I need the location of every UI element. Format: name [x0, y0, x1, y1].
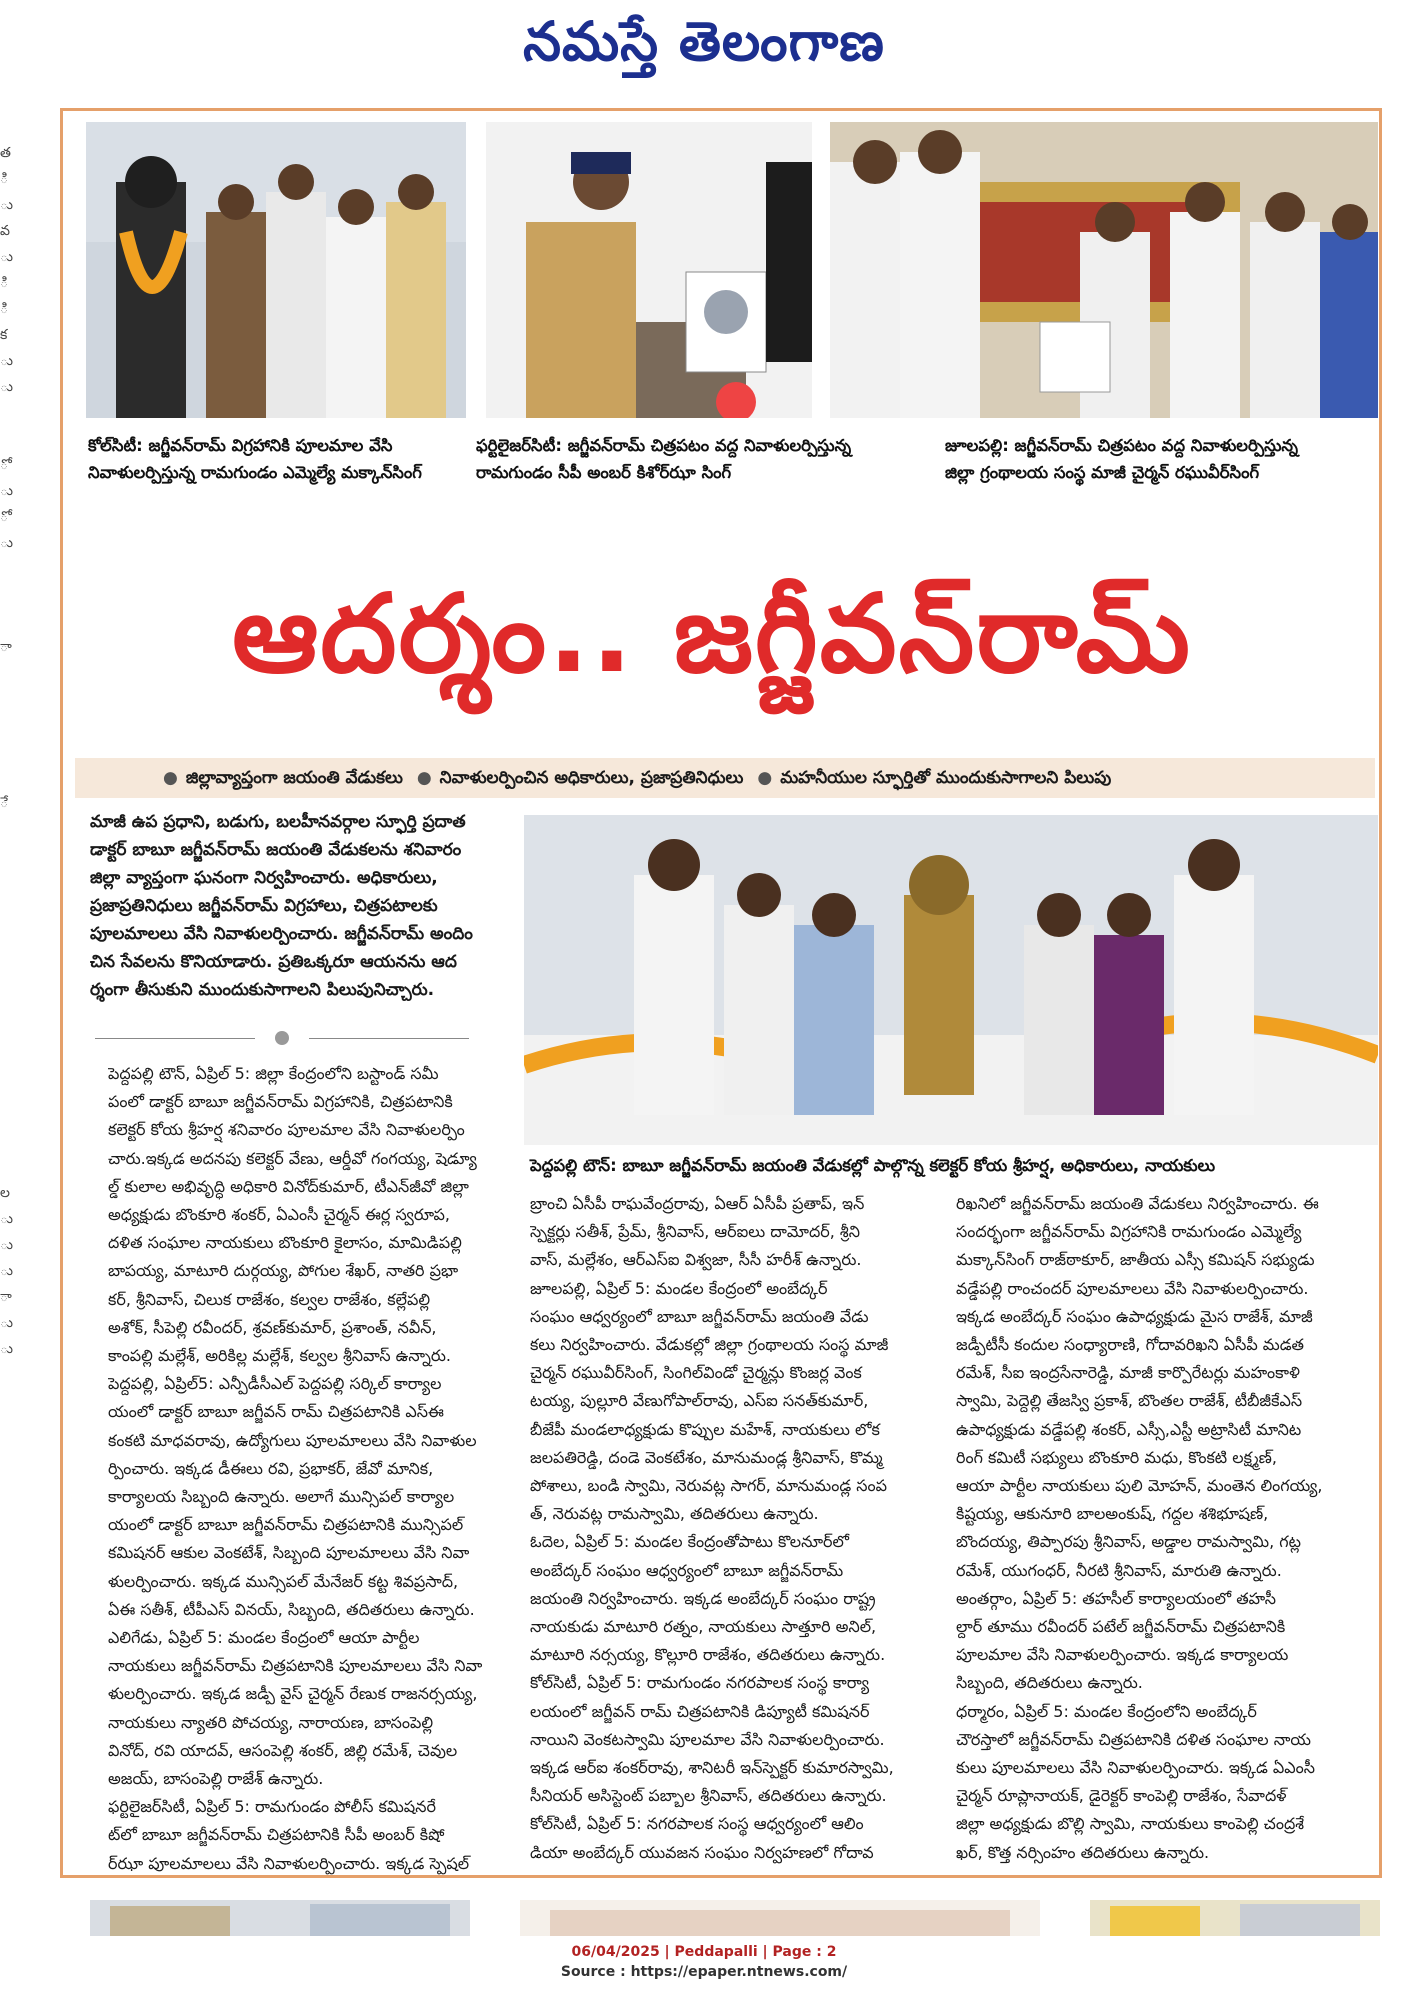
column-line: నాయిని వెంకటస్వామి పూలమాల వేసి నివాళులర్పించారు.	[530, 1729, 885, 1749]
strip-char: ు	[0, 1315, 13, 1331]
column-line: పెద్దపల్లి, ఏప్రిల్5: ఎన్పీడీసీఎల్ పెద్దపల్లి సర్కిల్ కార్యాల	[108, 1374, 442, 1394]
column-line: రమేశ్, సీఐ ఇంద్రసేనారెడ్డి, మాజీ కార్పొరేటర్లు మహంకాళి	[956, 1363, 1300, 1383]
column-line: వడ్డేపల్లి రాంచందర్ పూలమాలలు వేసి నివాళులర్పించారు.	[956, 1278, 1309, 1298]
column-line: కంకటి మాధవరావు, ఉద్యోగులు పూలమాలలు వేసి నివాళుల	[108, 1430, 477, 1450]
strip-char: ో	[0, 509, 9, 525]
caption-line: జిల్లా గ్రంథాలయ సంస్థ మాజీ చైర్మన్ రఘువీర్‌సింగ్	[945, 463, 1260, 482]
column-line: బ్రాంచి ఏసీపీ రాఘవేంద్రరావు, ఏఆర్ ఏసీపీ ప్రతాప్, ఇన్	[530, 1194, 865, 1213]
column-line: కలెక్టర్ కోయ శ్రీహర్ష శనివారం పూలమాల వేసి నివాళులర్పిం	[108, 1120, 465, 1140]
body-column-2	[530, 1190, 930, 1870]
column-line: రిఖనిలో జగ్జీవన్‌రామ్ జయంతి వేడుకలు నిర్వహించారు. ఈ	[956, 1194, 1319, 1213]
column-line: కలు నిర్వహించారు. వేడుకల్లో జిల్లా గ్రంథాలయ సంస్థ మాజీ	[530, 1335, 889, 1355]
column-line: అజయ్, బాసంపెల్లి రాజేశ్ ఉన్నారు.	[108, 1769, 324, 1789]
column-line: నాయకులు న్యాతరి పోచయ్య, నారాయణ, బాసంపెల్లి	[108, 1712, 434, 1732]
body-column-1	[108, 1060, 508, 1873]
column-line: పూలమాల వేసి నివాళులర్పించారు. ఇక్కడ కార్యాలయ	[956, 1645, 1289, 1665]
divider-line	[309, 1038, 469, 1039]
bullet-icon: ●	[416, 768, 432, 788]
strip-char	[0, 1154, 20, 1180]
caption-line: కోల్‌సిటీ: జగ్జీవన్‌రామ్ విగ్రహానికి పూలమాల వేసి	[88, 436, 393, 455]
column-line: నాయకులు జగ్జీవన్‌రామ్ చిత్రపటానికి పూలమాలలు వేసి నివా	[108, 1656, 483, 1676]
strip-char	[0, 764, 20, 790]
column-line: చైర్మన్ రూప్లానాయక్, డైరెక్టర్ కాంపెల్లి రాజేశం, సేవాదళ్	[956, 1786, 1287, 1806]
strip-char: ి	[0, 301, 9, 317]
subhead-item: జిల్లావ్యాప్తంగా జయంతి వేడుకలు	[185, 768, 403, 788]
strip-char	[0, 816, 20, 842]
caption-photo2	[476, 432, 852, 486]
divider-line	[95, 1038, 255, 1039]
adjacent-content-strip-right	[1090, 1900, 1380, 1936]
column-line: కులు పూలమాలలు వేసి నివాళులర్పించారు. ఇక్కడ ఏఎంసీ	[956, 1758, 1316, 1778]
strip-char: ు	[0, 197, 13, 213]
column-line: మాటూరి నర్సయ్య, కొల్లూరి రాజేశం, తదితరులు ఉన్నారు.	[530, 1645, 886, 1665]
caption-line: రామగుండం సీపీ అంబర్ కిశోర్‌ఝా సింగ్	[476, 463, 732, 482]
strip-char	[0, 686, 20, 712]
column-line: దళిత సంఘాల నాయకులు బొంకూరి కైలాసం, మామిడిపల్లి	[108, 1233, 462, 1253]
strip-char: ా	[0, 639, 12, 655]
column-line: ఇక్కడ ఆర్‌ఐ శంకర్‌రావు, శానిటరీ ఇన్‌స్పెక్టర్ కుమారస్వామి,	[530, 1758, 894, 1778]
strip-char: త	[0, 145, 11, 161]
column-line: ఆయా పార్టీల నాయకులు పులి మోహన్, మంతెన లింగయ్య,	[956, 1476, 1323, 1496]
strip-char	[0, 660, 20, 686]
column-line: చౌరస్తాలో జగ్జీవన్‌రామ్ చిత్రపటానికి దళిత సంఘాల నాయ	[956, 1729, 1311, 1749]
section-divider	[95, 1028, 475, 1048]
strip-char	[0, 998, 20, 1024]
intro-line: డాక్టర్ బాబూ జగ్జీవన్‌రామ్ జయంతి వేడుకలను శనివారం	[90, 840, 462, 860]
column-line: ఎలిగేడు, ఏప్రిల్ 5: మండల కేంద్రంలో ఆయా పార్టీల	[108, 1628, 420, 1648]
caption-photo1	[88, 432, 468, 486]
intro-line: ప్రజాప్రతినిధులు జగ్జీవన్‌రామ్ విగ్రహాలు, చిత్రపటాలకు	[90, 896, 438, 916]
newspaper-title: నమస్తే తెలంగాణ	[523, 10, 885, 73]
column-line: సంఘం ఆధ్వర్యంలో బాబూ జగ్జీవన్‌రామ్ జయంతి వేడు	[530, 1306, 869, 1326]
strip-char	[0, 608, 20, 634]
column-line: స్పెక్టర్లు సతీశ్, ప్రేమ్, శ్రీనివాస్, ఆర్‌ఐలు దామోదర్, శ్రీని	[530, 1222, 860, 1242]
divider-dot-icon	[275, 1031, 289, 1045]
strip-char: ల	[0, 1185, 10, 1201]
strip-char: ి	[0, 171, 9, 187]
column-line: బీజేపీ మండలాధ్యక్షుడు కొప్పుల మహేశ్, నాయకులు లోక	[530, 1419, 880, 1439]
strip-char: ే	[0, 795, 9, 811]
column-line: ల్డ్ కులాల అభివృద్ధి అధికారి వినోద్‌కుమార్, టీఎన్‌జీవో జిల్లా	[108, 1176, 469, 1196]
intro-line: పూలమాలలు వేసి నివాళులర్పించారు. జగ్జీవన్‌రామ్ అందిం	[90, 924, 473, 944]
subhead-item: మహనీయుల స్ఫూర్తితో ముందుకుసాగాలని పిలుపు	[780, 768, 1112, 788]
column-line: ట్‌లో బాబూ జగ్జీవన్‌రామ్ చిత్రపటానికి సీపీ అంబర్ కిషో	[108, 1825, 445, 1845]
strip-char: ి	[0, 275, 9, 291]
strip-char: వ	[0, 223, 10, 239]
column-line: ఓదెల, ఏప్రిల్ 5: మండల కేంద్రంతోపాటు కొలనూర్‌లో	[530, 1532, 849, 1552]
main-headline: ఆదర్శం.. జగ్జీవన్‌రామ్	[232, 572, 1192, 697]
photo-group-tribute	[830, 122, 1378, 418]
column-line: బాపయ్య, మాటూరి దుర్గయ్య, పోగుల శేఖర్, నాతరి ప్రభా	[108, 1261, 459, 1281]
column-line: యంలో డాక్టర్ బాబూ జగ్జీవన్ రామ్ చిత్రపటానికి ఎస్‌ఈ	[108, 1402, 444, 1422]
page-footer	[0, 1944, 1408, 1980]
strip-char: ు	[0, 353, 13, 369]
strip-char	[0, 894, 20, 920]
strip-char	[0, 556, 20, 582]
strip-char	[0, 1076, 20, 1102]
column-line: కిష్టయ్య, ఆకునూరి బాలఅంకుష్, గద్దల శశిభూషణ్,	[956, 1504, 1269, 1524]
column-line: ఇక్కడ అంబేద్కర్ సంఘం ఉపాధ్యక్షుడు మైస రాజేశ్, మాజీ	[956, 1306, 1313, 1326]
column-line: డియా అంబేద్కర్ యువజన సంఘం నిర్వహణలో గోదావ	[530, 1842, 874, 1862]
intro-line: ర్శంగా తీసుకుని ముందుకుసాగాలని పిలుపునిచ్చారు.	[90, 980, 435, 1000]
strip-char	[0, 1024, 20, 1050]
strip-char	[0, 426, 20, 452]
strip-char	[0, 920, 20, 946]
column-line: ర్‌ఝా పూలమాలలు వేసి నివాళులర్పించారు. ఇక్కడ స్పెషల్	[108, 1853, 470, 1873]
column-line: రమేశ్, యుగంధర్, నీరటి శ్రీనివాస్, మారుతి ఉన్నారు.	[956, 1560, 1282, 1580]
column-line: అంతర్గాం, ఏప్రిల్ 5: తహసీల్ కార్యాలయంలో తహసీ	[956, 1588, 1276, 1608]
column-line: సందర్భంగా జగ్జీవన్‌రామ్ విగ్రహానికి రామగుండం ఎమ్మెల్యే	[956, 1222, 1302, 1242]
column-line: కోల్‌సిటీ, ఏప్రిల్ 5: రామగుండం నగరపాలక సంస్థ కార్యా	[530, 1673, 870, 1693]
column-line: యంలో డాక్టర్ బాబూ జగ్జీవన్‌రామ్ చిత్రపటానికి మున్సిపల్	[108, 1515, 464, 1535]
column-line: జిల్లా అధ్యక్షుడు బొల్లి స్వామి, నాయకులు కాంపెల్లి చంద్రశే	[956, 1814, 1305, 1834]
column-line: కమిషనర్ ఆకుల వెంకటేశ్, సిబ్బంది పూలమాలలు వేసి నివా	[108, 1543, 470, 1563]
adjacent-content-strip-center	[520, 1900, 1040, 1936]
column-line: వాస్, మల్లేశం, ఆర్‌ఎస్‌ఐ విశ్వజా, సీసీ హరీశ్ ఉన్నారు.	[530, 1250, 862, 1270]
caption-line: పెద్దపల్లి టౌన్: బాబూ జగ్జీవన్‌రామ్ జయంతి వేడుకల్లో పాల్గొన్న కలెక్టర్ కోయ శ్రీహర్ష, అధికారులు, నాయకులు	[530, 1156, 1216, 1175]
column-line: త్, నెరువట్ల రామస్వామి, తదితరులు ఉన్నారు.	[530, 1504, 819, 1524]
column-line: అధ్యక్షుడు బొంకూరి శంకర్, ఏఎంసీ చైర్మన్ ఈర్ల స్వరూప,	[108, 1205, 451, 1225]
strip-char	[0, 1102, 20, 1128]
column-line: జలపతిరెడ్డి, దండె వెంకటేశం, మానుమండ్ల శ్రీనివాస్, కొమ్మ	[530, 1447, 883, 1467]
column-line: ధర్మారం, ఏప్రిల్ 5: మండల కేంద్రంలోని అంబేద్కర్	[956, 1701, 1257, 1721]
column-line: పెద్దపల్లి టౌన్, ఏప్రిల్ 5: జిల్లా కేంద్రంలోని బస్టాండ్ సమీ	[108, 1064, 439, 1083]
caption-photo4	[530, 1152, 1378, 1179]
column-line: ర్పించారు. ఇక్కడ డీఈలు రవి, ప్రభాకర్, జేవో మానిక,	[108, 1458, 434, 1478]
column-line: పంలో డాక్టర్ బాబూ జగ్జీవన్‌రామ్ విగ్రహానికి, చిత్రపటానికి	[108, 1092, 453, 1112]
intro-line: చిన సేవలను కొనియాడారు. ప్రతిఒక్కరూ ఆయనను ఆద	[90, 952, 457, 972]
photo-statue-garland	[86, 122, 466, 418]
column-line: ళులర్పించారు. ఇక్కడ మున్సిపల్ మేనేజర్ కట్ట శివప్రసాద్,	[108, 1571, 459, 1591]
adjacent-content-strip-left	[90, 1900, 470, 1936]
column-line: జూలపల్లి, ఏప్రిల్ 5: మండల కేంద్రంలో అంబేద్కర్	[530, 1278, 828, 1298]
column-line: జడ్పీటీసీ కందుల సంధ్యారాణి, గోదావరిఖని ఏసీపీ మడత	[956, 1335, 1305, 1355]
body-column-3	[956, 1190, 1366, 1870]
masthead	[0, 0, 1408, 110]
bullet-icon: ●	[757, 768, 773, 788]
intro-paragraph	[90, 808, 510, 1004]
subhead-item: నివాళులర్పించిన అధికారులు, ప్రజాప్రతినిధులు	[439, 768, 744, 788]
intro-line: మాజీ ఉప ప్రధాని, బడుగు, బలహీనవర్గాల స్ఫూర్తి ప్రదాత	[90, 812, 466, 832]
column-line: టయ్య, పుల్లూరి వేణుగోపాల్‌రావు, ఎస్‌ఐ సనత్‌కుమార్,	[530, 1391, 869, 1411]
column-line: ఏఈ సతీశ్, టీపీఎస్ వినయ్, సిబ్బంది, తదితరులు ఉన్నారు.	[108, 1599, 475, 1619]
photo-police-tribute	[486, 122, 812, 418]
strip-char: ో	[0, 457, 9, 473]
column-line: మక్కాన్‌సింగ్ రాజ్‌ఠాకూర్, జాతీయ ఎస్సీ కమిషన్ సభ్యుడు	[956, 1250, 1315, 1270]
strip-char	[0, 946, 20, 972]
strip-char	[0, 738, 20, 764]
column-line: లయంలో జగ్జీవన్ రామ్ చిత్రపటానికి డిప్యూటీ కమిషనర్	[530, 1701, 870, 1721]
column-line: సీనియర్ అసిస్టెంట్ పబ్బాల శ్రీనివాస్, తదితరులు ఉన్నారు.	[530, 1786, 887, 1806]
column-line: స్వామి, పెద్దెల్లి తేజస్వి ప్రకాశ్, బొంతల రాజేశ్, టీబీజీకేఎస్	[956, 1391, 1303, 1411]
column-line: సిబ్బంది, తదితరులు ఉన్నారు.	[956, 1673, 1143, 1693]
column-line: ఖర్, కొత్త నర్సింహం తదితరులు ఉన్నారు.	[956, 1842, 1210, 1862]
strip-char	[0, 972, 20, 998]
caption-photo3	[945, 432, 1365, 486]
column-line: అంబేద్కర్ సంఘం ఆధ్వర్యంలో బాబూ జగ్జీవన్‌రామ్	[530, 1560, 844, 1580]
strip-char: ు	[0, 1263, 13, 1279]
strip-char	[0, 1050, 20, 1076]
column-line: రింగ్ కమిటీ సభ్యులు బొంకూరి మధు, కొంకటి లక్ష్మణ్,	[956, 1447, 1277, 1467]
column-line: కర్, శ్రీనివాస్, చిలుక రాజేశం, కల్వల రాజేశం, కల్లేపల్లి	[108, 1289, 431, 1309]
column-line: ఫర్టిలైజర్‌సిటీ, ఏప్రిల్ 5: రామగుండం పోలీస్ కమిషనరే	[108, 1797, 436, 1817]
strip-char	[0, 1128, 20, 1154]
photo-collector-statue	[524, 815, 1378, 1145]
column-line: కోల్‌సిటీ, ఏప్రిల్ 5: నగరపాలక సంస్థ ఆధ్వర్యంలో ఆలిం	[530, 1814, 864, 1834]
column-line: జయంతి నిర్వహించారు. ఇక్కడ అంబేద్కర్ సంఘం రాష్ట్ర	[530, 1588, 876, 1608]
column-line: ళులర్పించారు. ఇక్కడ జడ్పీ వైస్ చైర్మన్ రేణుక రాజనర్సయ్య,	[108, 1684, 478, 1704]
column-line: చారు.ఇక్కడ అదనపు కలెక్టర్ వేణు, ఆర్డీవో గంగయ్య, షెడ్యూ	[108, 1148, 477, 1168]
caption-line: జూలపల్లి: జగ్జీవన్‌రామ్ చిత్రపటం వద్ద నివాళులర్పిస్తున్న	[945, 436, 1298, 455]
column-line: అశోక్, సీపెల్లి రవీందర్, శ్రవణ్‌కుమార్, ప్రశాంత్, నవీన్,	[108, 1317, 437, 1337]
strip-char	[0, 582, 20, 608]
strip-char: ా	[0, 1289, 12, 1305]
strip-char	[0, 400, 20, 426]
column-line: కార్యాలయ సిబ్బంది ఉన్నారు. అలాగే మున్సిపల్ కార్యాల	[108, 1487, 455, 1507]
strip-char	[0, 868, 20, 894]
bullet-icon: ●	[163, 768, 178, 788]
footer-date-edition: 06/04/2025 | Peddapalli | Page : 2	[571, 1944, 837, 1960]
column-line: ల్దార్ తూము రవీందర్ పటేల్ జగ్జీవన్‌రామ్ చిత్రపటానికి	[956, 1617, 1286, 1637]
column-line: నాయకుడు మాటూరి రత్నం, నాయకులు సాత్తూరి అనిల్,	[530, 1617, 877, 1637]
caption-line: ఫర్టిలైజర్‌సిటీ: జగ్జీవన్‌రామ్ చిత్రపటం వద్ద నివాళులర్పిస్తున్న	[476, 436, 852, 455]
column-line: కాంపల్లి మల్లేశ్, అరికిల్ల మల్లేశ్, కల్వల శ్రీనివాస్ ఉన్నారు.	[108, 1346, 451, 1366]
column-line: చైర్మన్ రఘువీర్‌సింగ్, సింగిల్‌విండో చైర్మన్లు కొంజర్ల వెంక	[530, 1363, 862, 1383]
strip-char: ు	[0, 379, 13, 395]
adjacent-column-strip	[0, 140, 20, 1960]
strip-char: ు	[0, 1237, 13, 1253]
intro-line: జిల్లా వ్యాప్తంగా ఘనంగా నిర్వహించారు. అధికారులు,	[90, 868, 438, 888]
subhead-bar	[75, 758, 1375, 798]
column-line: బొందయ్య, తిప్పారపు శ్రీనివాస్, అడ్డాల రామస్వామి, గట్ల	[956, 1532, 1301, 1552]
column-line: వినోద్, రవి యాదవ్, ఆసంపెల్లి శంకర్, జిల్లి రమేశ్, చెవుల	[108, 1740, 458, 1760]
strip-char: ు	[0, 1211, 13, 1227]
strip-char: ు	[0, 535, 13, 551]
footer-source: Source : https://epaper.ntnews.com/	[560, 1964, 848, 1980]
column-line: ఉపాధ్యక్షుడు వడ్డేపల్లి శంకర్, ఎస్సీ,ఎస్టీ అట్రాసిటీ మానిట	[956, 1419, 1302, 1439]
strip-char	[0, 842, 20, 868]
strip-char	[0, 712, 20, 738]
caption-line: నివాళులర్పిస్తున్న రామగుండం ఎమ్మెల్యే మక్కాన్‌సింగ్	[88, 463, 422, 482]
column-line: పోశాలు, బండి స్వామి, నెరువట్ల సాగర్, మానుమండ్ల సంప	[530, 1476, 887, 1496]
strip-char: క	[0, 327, 8, 343]
strip-char: ు	[0, 249, 13, 265]
strip-char: ు	[0, 483, 13, 499]
strip-char: ు	[0, 1341, 13, 1357]
